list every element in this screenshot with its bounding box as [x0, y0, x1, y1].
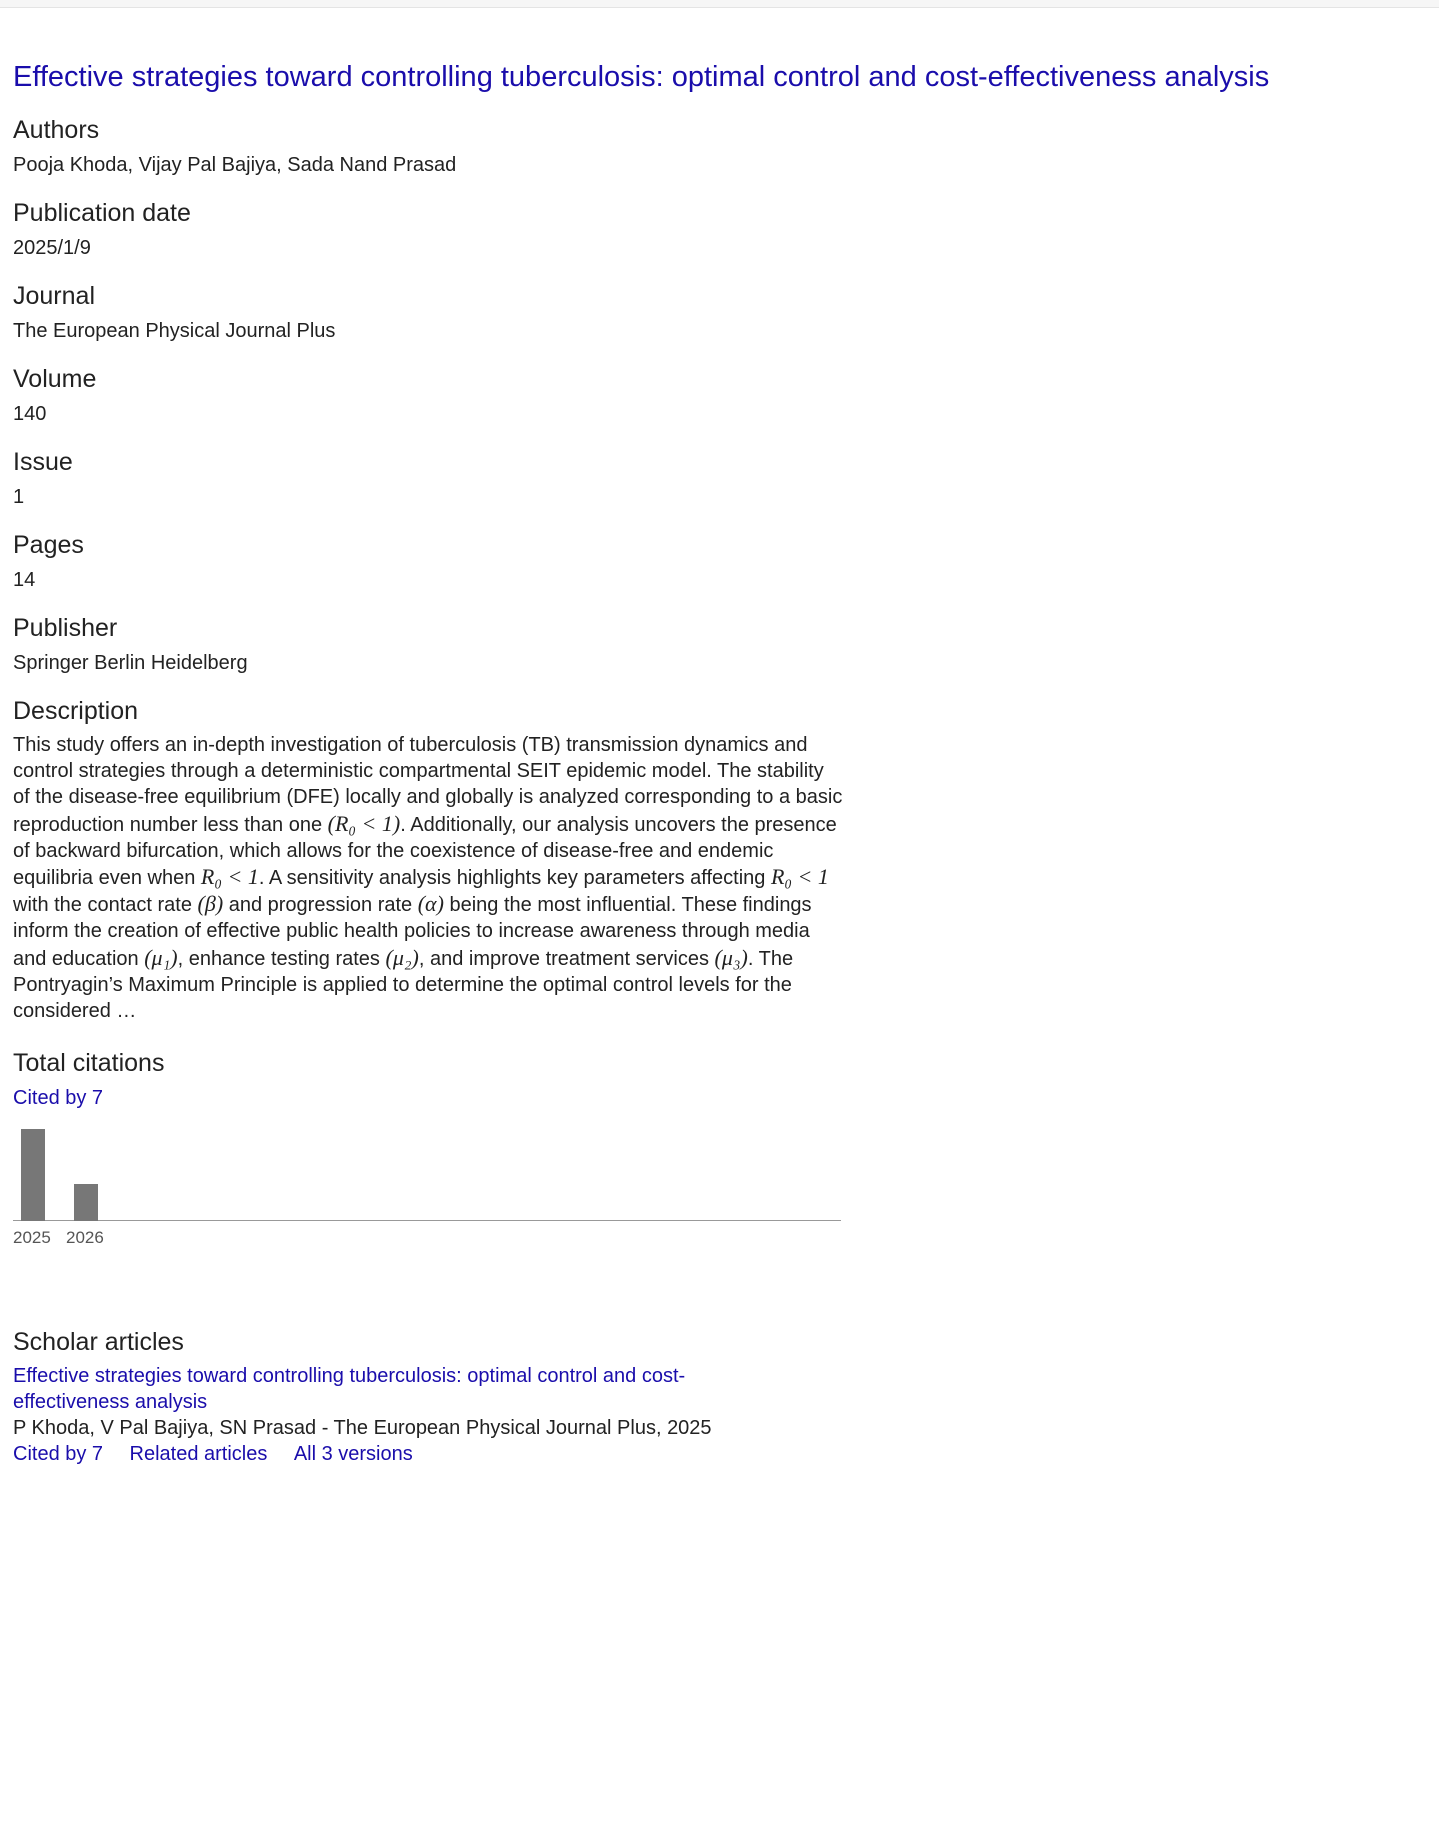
- math-mu1: (μ₁): [144, 944, 178, 970]
- x-tick-label-2026: 2026: [66, 1228, 104, 1248]
- pages-label: Pages: [13, 531, 84, 559]
- publisher-label: Publisher: [13, 614, 118, 642]
- math-beta: (β): [197, 891, 224, 917]
- math-r0-less-one: (R₀ < 1): [327, 810, 401, 836]
- total-citations-label: Total citations: [13, 1049, 165, 1078]
- citation-bar-2026[interactable]: [74, 1184, 98, 1221]
- citations-field: [13, 1046, 1413, 1251]
- related-articles-link[interactable]: Related articles: [129, 1443, 268, 1466]
- scholar-article-title-link[interactable]: Effective strategies toward controlling tuberculosis: optimal control and cost-effectiveness analysis: [13, 1365, 686, 1414]
- description-field: [13, 694, 1413, 1024]
- scholar-article-links: [13, 1441, 1413, 1467]
- scholar-article-meta: P Khoda, V Pal Bajiya, SN Prasad - The European Physical Journal Plus, 2025: [13, 1417, 712, 1440]
- pages-field: [13, 528, 1413, 594]
- description-label: Description: [13, 697, 139, 725]
- math-r0-less-one: R₀ < 1: [200, 864, 259, 890]
- scholar-cited-by-link[interactable]: Cited by 7: [13, 1443, 104, 1466]
- description-text-part: and progression rate: [223, 894, 418, 917]
- issue-field: [13, 445, 1413, 511]
- publisher-value: Springer Berlin Heidelberg: [13, 652, 248, 674]
- description-text-part: . A sensitivity analysis highlights key parameters affecting: [258, 867, 771, 890]
- issue-value: 1: [13, 486, 25, 508]
- authors-value: Pooja Khoda, Vijay Pal Bajiya, Sada Nand Prasad: [13, 154, 457, 176]
- authors-field: [13, 113, 1413, 179]
- publisher-field: [13, 611, 1413, 677]
- article-title-link[interactable]: Effective strategies toward controlling tuberculosis: optimal control and cost-effectiveness analysis: [13, 61, 1270, 93]
- volume-field: [13, 362, 1413, 428]
- math-mu3: (μ₃): [714, 944, 748, 970]
- math-alpha: (α): [417, 891, 444, 917]
- citations-bar-chart: [13, 1126, 843, 1251]
- publication-date-field: [13, 196, 1413, 262]
- description-text-part: . The Pontryagin’s Maximum Principle is applied to determine the optimal control levels for the considered …: [13, 947, 794, 1023]
- description-text-part: . Additionally, our analysis uncovers the presence of backward bifurcation, which allows for the coexistence of disease-free and endemic equilibria even when: [13, 813, 837, 890]
- journal-value: The European Physical Journal Plus: [13, 320, 336, 342]
- volume-value: 140: [13, 403, 47, 425]
- scholar-articles-section: [13, 1325, 1413, 1467]
- cited-by-link[interactable]: Cited by 7: [13, 1087, 104, 1110]
- scholar-articles-label: Scholar articles: [13, 1328, 184, 1357]
- x-tick-label-2025: 2025: [13, 1228, 51, 1248]
- authors-label: Authors: [13, 116, 100, 144]
- issue-label: Issue: [13, 448, 73, 476]
- math-r0-less-one: R₀ < 1: [770, 864, 829, 890]
- publication-date-label: Publication date: [13, 199, 191, 227]
- description-text-part: This study offers an in-depth investigation of tuberculosis (TB) transmission dynamics and control strategies through a deterministic compartmental SEIT epidemic model. The stability of the disease-free equilibrium (DFE) locally and globally is analyzed corresponding to a basic reproduction number less than one: [13, 734, 843, 836]
- description-text-part: with the contact rate: [13, 894, 198, 917]
- top-bar: [0, 0, 1439, 8]
- math-mu2: (μ₂): [385, 944, 419, 970]
- article-details: [13, 57, 1413, 1467]
- pages-value: 14: [13, 569, 36, 591]
- description-text-part: , and improve treatment services: [418, 947, 715, 970]
- citation-bar-2025[interactable]: [21, 1129, 45, 1221]
- publication-date-value: 2025/1/9: [13, 237, 91, 259]
- all-versions-link[interactable]: All 3 versions: [293, 1443, 413, 1466]
- description-text-part: , enhance testing rates: [177, 947, 386, 970]
- journal-field: [13, 279, 1413, 345]
- journal-label: Journal: [13, 282, 95, 310]
- description-text-part: being the most influential. These findings inform the creation of effective public health policies to increase awareness through media and education: [13, 894, 812, 970]
- description-text: [13, 732, 843, 1024]
- chart-x-axis: [13, 1220, 841, 1221]
- volume-label: Volume: [13, 365, 97, 393]
